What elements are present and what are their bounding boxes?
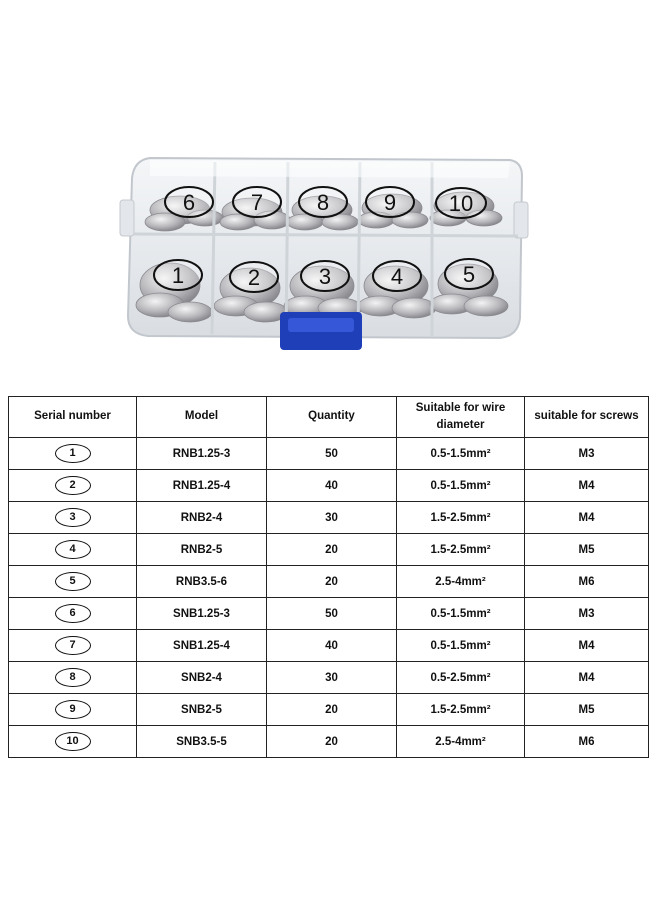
serial-number-cell — [9, 470, 137, 502]
blue-latch — [280, 312, 362, 350]
serial-number-badge: 3 — [55, 508, 91, 527]
quantity-cell: 20 — [267, 566, 397, 598]
compartment-label-5: 5 — [462, 262, 476, 287]
model-cell: SNB3.5-5 — [137, 726, 267, 758]
serial-number-cell — [9, 726, 137, 758]
model-cell: RNB2-4 — [137, 502, 267, 534]
table-header-row — [9, 397, 649, 438]
screw-cell: M6 — [525, 726, 649, 758]
table-row — [9, 726, 649, 758]
quantity-cell: 30 — [267, 502, 397, 534]
screw-cell: M5 — [525, 534, 649, 566]
serial-number-badge: 6 — [55, 604, 91, 623]
model-cell: SNB1.25-3 — [137, 598, 267, 630]
model-cell: SNB2-5 — [137, 694, 267, 726]
serial-number-cell — [9, 566, 137, 598]
serial-number-badge: 10 — [55, 732, 91, 751]
table-row — [9, 470, 649, 502]
screw-cell: M4 — [525, 630, 649, 662]
wire-diameter-cell: 2.5-4mm² — [397, 726, 525, 758]
table-row — [9, 566, 649, 598]
serial-number-cell — [9, 598, 137, 630]
quantity-cell: 50 — [267, 598, 397, 630]
spec-table — [8, 396, 648, 758]
screw-cell: M4 — [525, 662, 649, 694]
wire-diameter-cell: 1.5-2.5mm² — [397, 694, 525, 726]
quantity-cell: 20 — [267, 534, 397, 566]
serial-number-badge: 1 — [55, 444, 91, 463]
serial-number-cell — [9, 438, 137, 470]
product-photo — [0, 0, 660, 360]
screw-cell: M3 — [525, 598, 649, 630]
serial-number-cell — [9, 662, 137, 694]
wire-diameter-cell: 0.5-1.5mm² — [397, 470, 525, 502]
model-cell: RNB2-5 — [137, 534, 267, 566]
screw-cell: M3 — [525, 438, 649, 470]
wire-diameter-cell: 0.5-2.5mm² — [397, 662, 525, 694]
model-cell: RNB3.5-6 — [137, 566, 267, 598]
screw-cell: M4 — [525, 470, 649, 502]
wire-diameter-cell: 1.5-2.5mm² — [397, 534, 525, 566]
table-row — [9, 598, 649, 630]
serial-number-badge: 4 — [55, 540, 91, 559]
model-cell: SNB1.25-4 — [137, 630, 267, 662]
quantity-cell: 20 — [267, 726, 397, 758]
screw-cell: M6 — [525, 566, 649, 598]
serial-number-cell — [9, 534, 137, 566]
serial-number-cell — [9, 694, 137, 726]
header-quantity: Quantity — [267, 397, 397, 438]
quantity-cell: 40 — [267, 630, 397, 662]
quantity-cell: 30 — [267, 662, 397, 694]
quantity-cell: 40 — [267, 470, 397, 502]
serial-number-badge: 2 — [55, 476, 91, 495]
compartment-label-8: 8 — [316, 190, 330, 215]
header-wire-diameter: Suitable for wire diameter — [397, 397, 525, 438]
compartment-label-6: 6 — [182, 190, 196, 215]
compartment-label-2: 2 — [247, 265, 261, 290]
wire-diameter-cell: 0.5-1.5mm² — [397, 438, 525, 470]
table-row — [9, 694, 649, 726]
compartment-label-7: 7 — [250, 190, 264, 215]
model-cell: RNB1.25-3 — [137, 438, 267, 470]
wire-diameter-cell: 2.5-4mm² — [397, 566, 525, 598]
table-row — [9, 438, 649, 470]
wire-diameter-cell: 1.5-2.5mm² — [397, 502, 525, 534]
serial-number-cell — [9, 630, 137, 662]
compartment-label-3: 3 — [318, 264, 332, 289]
serial-number-badge: 8 — [55, 668, 91, 687]
table-row — [9, 662, 649, 694]
table-row — [9, 630, 649, 662]
model-cell: SNB2-4 — [137, 662, 267, 694]
quantity-cell: 50 — [267, 438, 397, 470]
wire-diameter-cell: 0.5-1.5mm² — [397, 598, 525, 630]
compartment-label-10: 10 — [448, 191, 474, 216]
wire-diameter-cell: 0.5-1.5mm² — [397, 630, 525, 662]
serial-number-badge: 5 — [55, 572, 91, 591]
serial-number-badge: 7 — [55, 636, 91, 655]
screw-cell: M5 — [525, 694, 649, 726]
compartment-label-4: 4 — [390, 264, 404, 289]
table-row — [9, 502, 649, 534]
header-screws: suitable for screws — [525, 397, 649, 438]
compartment-label-9: 9 — [383, 190, 397, 215]
compartment-label-1: 1 — [171, 263, 185, 288]
quantity-cell: 20 — [267, 694, 397, 726]
serial-number-badge: 9 — [55, 700, 91, 719]
model-cell: RNB1.25-4 — [137, 470, 267, 502]
serial-number-cell — [9, 502, 137, 534]
header-model: Model — [137, 397, 267, 438]
screw-cell: M4 — [525, 502, 649, 534]
header-serial-number: Serial number — [9, 397, 137, 438]
table-row — [9, 534, 649, 566]
